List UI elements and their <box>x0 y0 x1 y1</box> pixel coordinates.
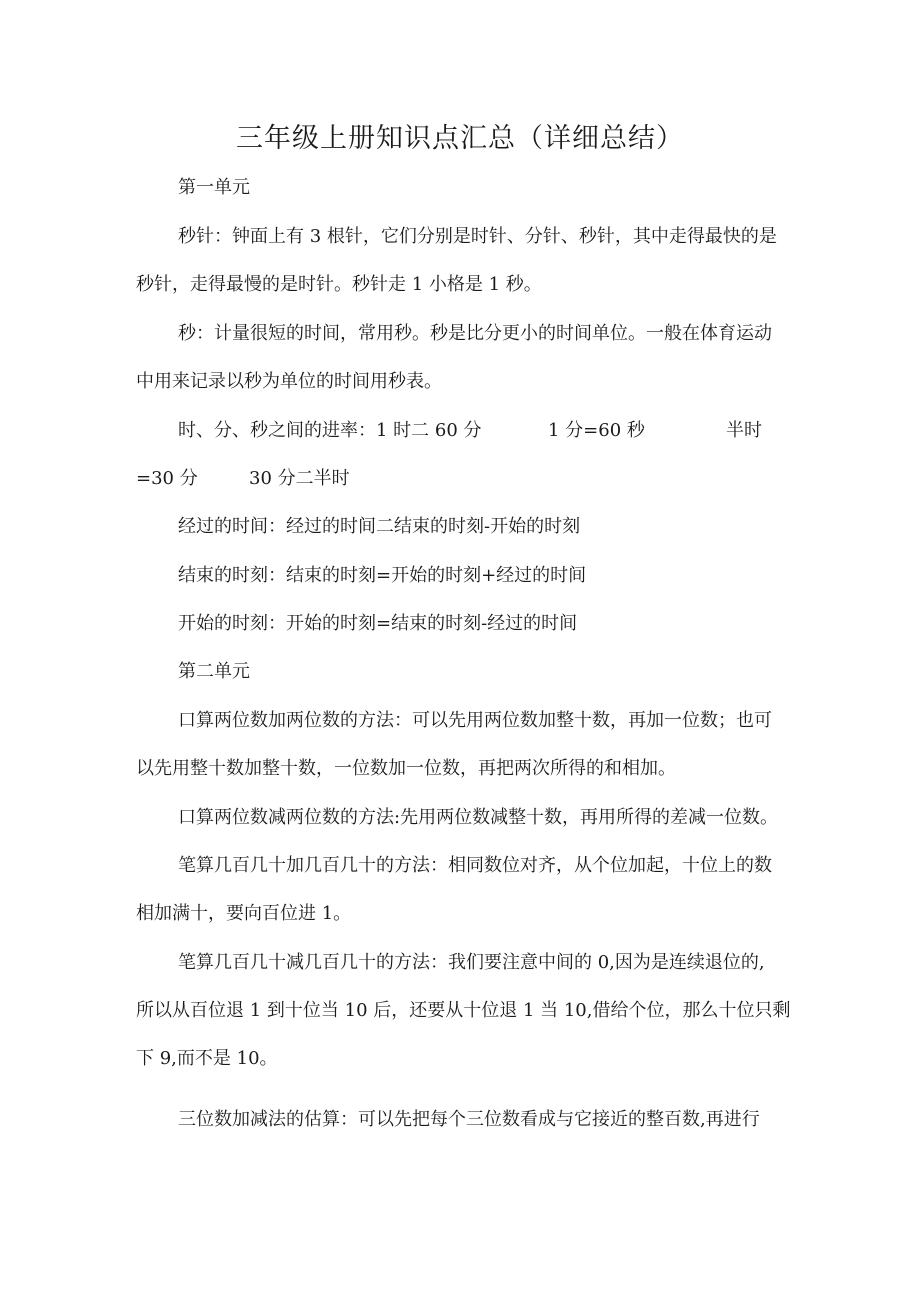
p11-line1: 三位数加减法的估算：可以先把每个三位数看成与它接近的整百数,再进行 <box>178 1109 760 1130</box>
p10-line2: 所以从百位退 1 到十位当 10 后，还要从十位退 1 当 10,借给个位，那么十位只剩 <box>136 1000 791 1021</box>
unit2-heading: 第二单元 <box>178 661 250 682</box>
p3-line1-c: 半时 <box>726 420 762 441</box>
p5: 结束的时刻：结束的时刻=开始的时刻+经过的时间 <box>178 565 587 586</box>
p7-line2: 以先用整十数加整十数，一位数加一位数，再把两次所得的和相加。 <box>136 758 676 779</box>
p1-line1: 秒针：钟面上有 3 根针，它们分别是时针、分针、秒针，其中走得最快的是 <box>178 226 777 247</box>
p2-line1: 秒：计量很短的时间，常用秒。秒是比分更小的时间单位。一般在体育运动 <box>178 323 772 344</box>
unit1-heading: 第一单元 <box>178 177 250 198</box>
p10-line3: 下 9,而不是 10。 <box>136 1048 278 1069</box>
p3-line1-b: 1 分=60 秒 <box>548 420 645 441</box>
p7-line1: 口算两位数加两位数的方法：可以先用两位数加整十数，再加一位数；也可 <box>178 710 772 731</box>
p2-line2: 中用来记录以秒为单位的时间用秒表。 <box>136 371 442 392</box>
p6: 开始的时刻：开始的时刻=结束的时刻-经过的时间 <box>178 613 578 634</box>
p3-line2-b: 30 分二半时 <box>249 468 350 489</box>
p8: 口算两位数减两位数的方法:先用两位数减整十数，再用所得的差减一位数。 <box>178 807 779 828</box>
p1-line2: 秒针，走得最慢的是时针。秒针走 1 小格是 1 秒。 <box>136 274 542 295</box>
p4: 经过的时间：经过的时间二结束的时刻-开始的时刻 <box>178 516 581 537</box>
p10-line1: 笔算几百几十减几百几十的方法：我们要注意中间的 0,因为是连续退位的, <box>178 952 765 973</box>
p3-line2-a: =30 分 <box>136 468 198 489</box>
p9-line1: 笔算几百几十加几百几十的方法：相同数位对齐，从个位加起，十位上的数 <box>178 855 772 876</box>
p9-line2: 相加满十，要向百位进 1。 <box>136 903 352 924</box>
document-title: 三年级上册知识点汇总（详细总结） <box>236 123 684 154</box>
p3-line1-a: 时、分、秒之间的进率：1 时二 60 分 <box>178 420 482 441</box>
